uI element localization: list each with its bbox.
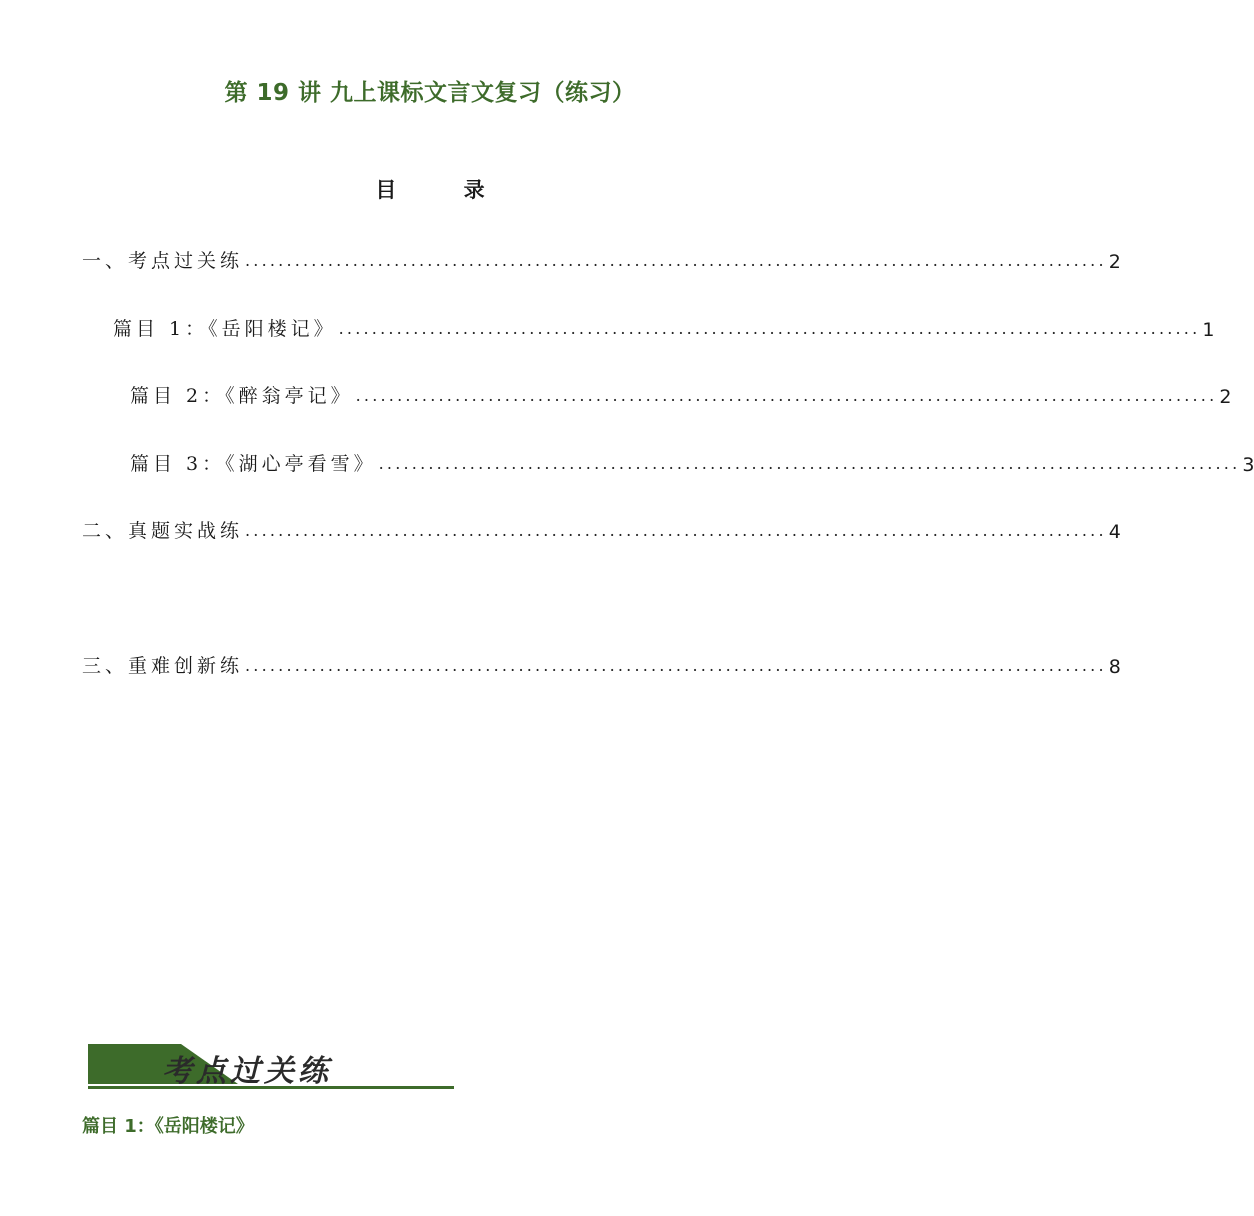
toc-dot-leader: ........................................................................................................ xyxy=(245,521,1107,540)
toc-entry-section-3[interactable] xyxy=(82,648,1121,678)
toc-entry-article-1[interactable] xyxy=(113,311,1215,341)
toc-dot-leader: ........................................................................................................ xyxy=(338,319,1201,338)
banner-title: 考点过关练 xyxy=(162,1054,332,1089)
toc-entry-section-2[interactable] xyxy=(82,513,1121,543)
toc-heading: 目 录 xyxy=(375,177,515,202)
toc-entry-label: 二、真题实战练 xyxy=(82,520,244,542)
toc-dot-leader: ........................................................................................................ xyxy=(245,251,1107,270)
toc-entry-label: 篇目 3：《湖心亭看雪》 xyxy=(130,453,377,475)
toc-dot-leader: ........................................................................................................ xyxy=(245,656,1107,675)
document-title: 第 19 讲 九上课标文言文复习（练习） xyxy=(224,80,636,106)
toc-entry-article-2[interactable] xyxy=(130,378,1232,408)
toc-page-number: 1 xyxy=(1202,319,1215,341)
toc-entry-label: 篇目 1：《岳阳楼记》 xyxy=(113,318,337,340)
toc-page-number: 2 xyxy=(1219,386,1232,408)
toc-entry-label: 三、重难创新练 xyxy=(82,655,244,677)
toc-entry-label: 一、考点过关练 xyxy=(82,250,244,272)
toc-page-number: 8 xyxy=(1108,656,1121,678)
toc-entry-article-3[interactable] xyxy=(130,446,1254,476)
toc-dot-leader: ........................................................................................................ xyxy=(355,386,1218,405)
toc-entry-label: 篇目 2：《醉翁亭记》 xyxy=(130,385,354,407)
toc-dot-leader: ........................................................................................................ xyxy=(378,454,1241,473)
toc-page-number: 3 xyxy=(1242,454,1254,476)
section-banner xyxy=(82,1044,454,1092)
article-subheading: 篇目 1：《岳阳楼记》 xyxy=(82,1116,254,1137)
toc-page-number: 2 xyxy=(1108,251,1121,273)
toc-page-number: 4 xyxy=(1108,521,1121,543)
toc-entry-section-1[interactable] xyxy=(82,243,1121,273)
